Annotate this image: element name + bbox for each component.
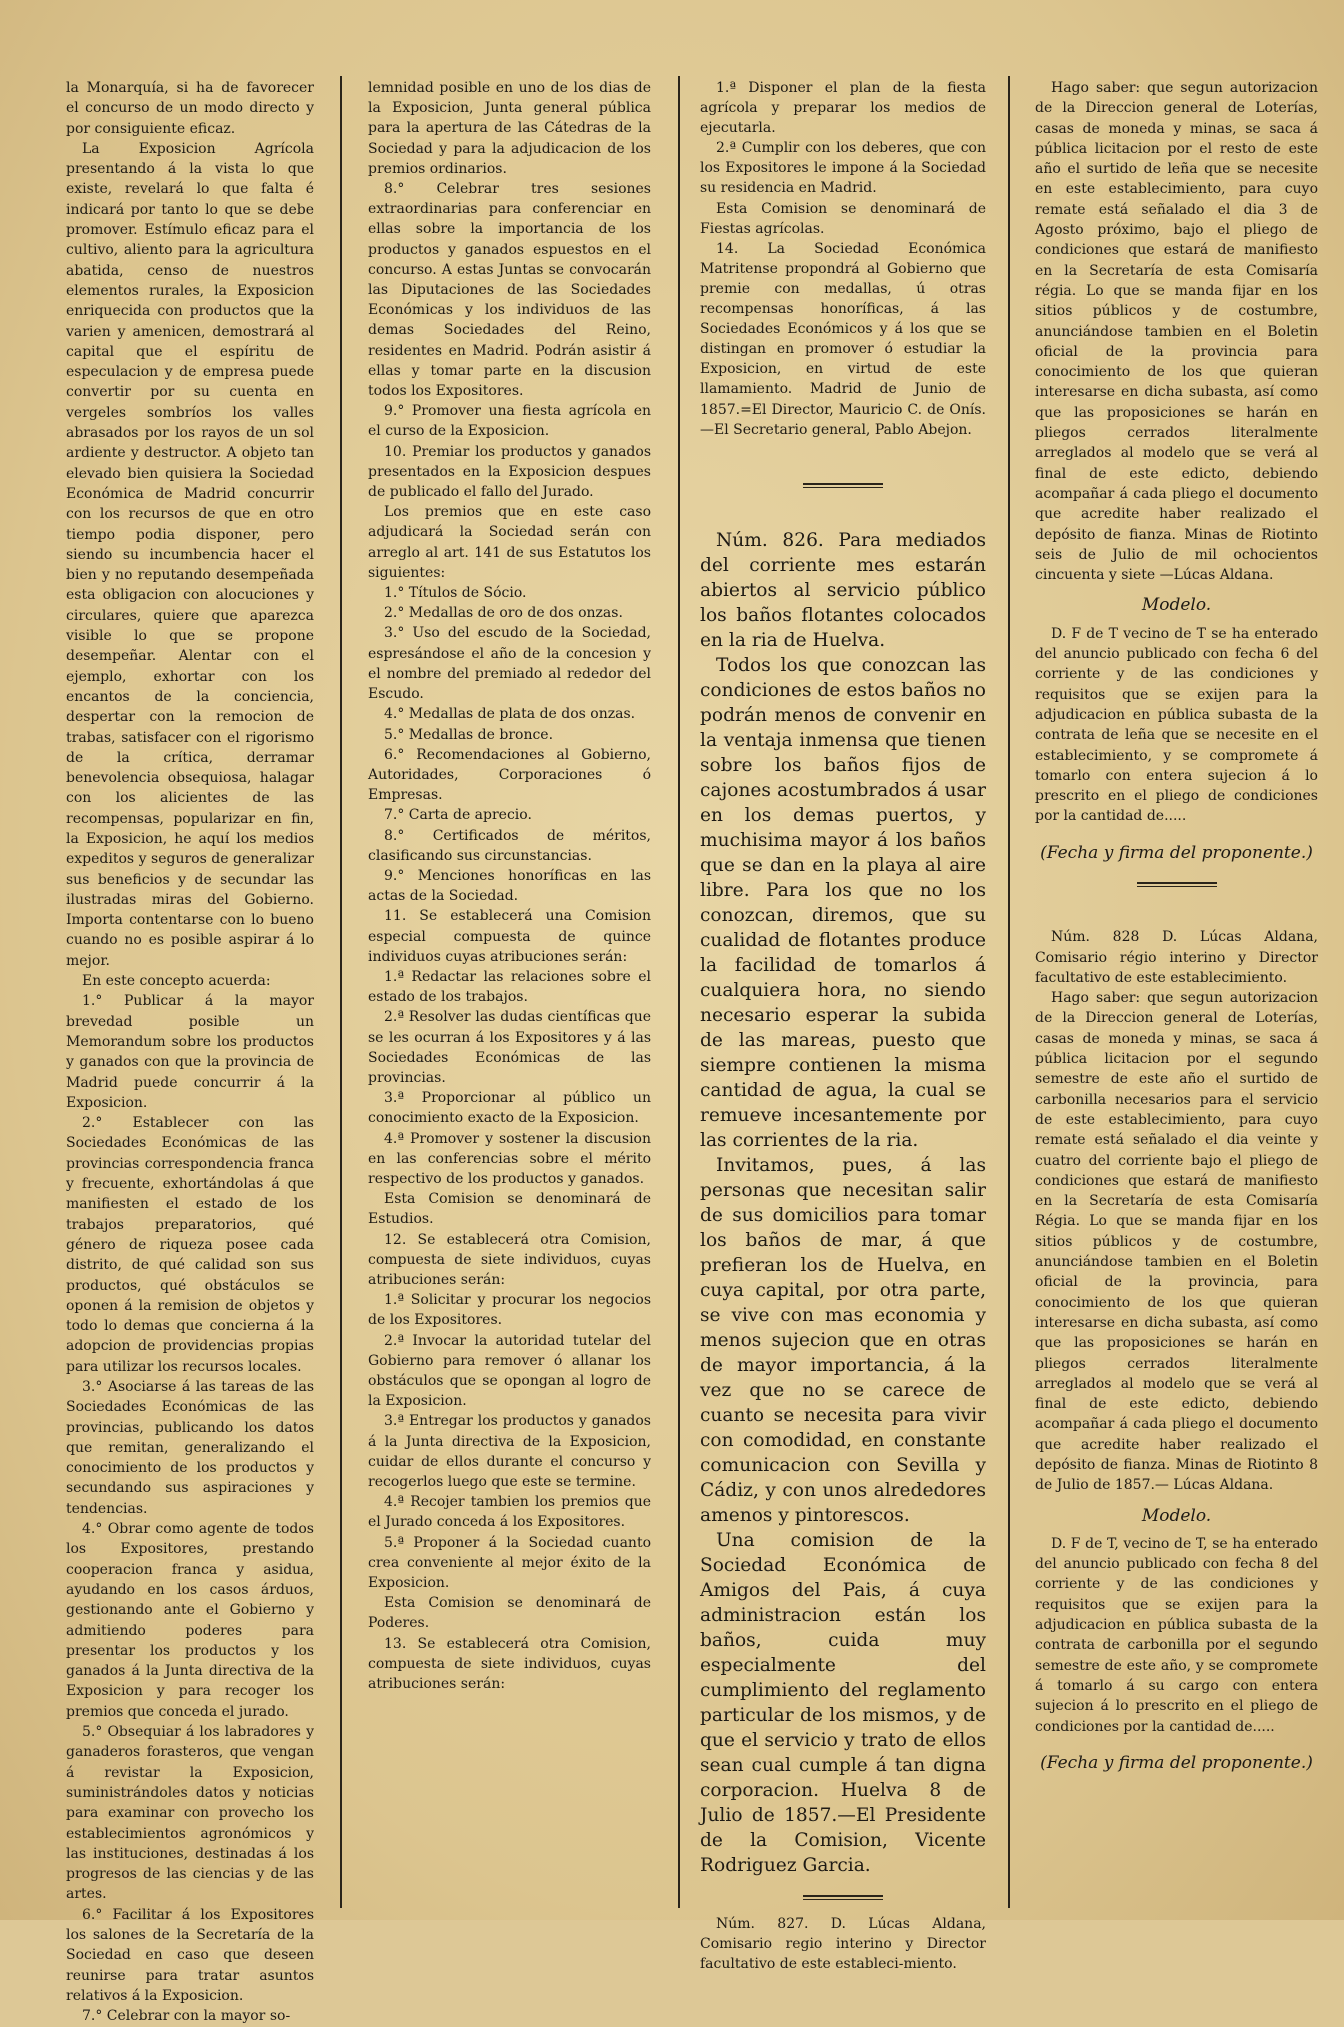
paragraph: 5.° Medallas de bronce. — [384, 726, 554, 743]
separator — [700, 474, 986, 494]
paragraph: 1.° Publicar á la mayor brevedad posible un Memorandum sobre los productos y ganados con que la provincia de Madrid puede concurrir á la Exposicion. — [66, 993, 314, 1111]
paragraph: 2.° Medallas de oro de dos onzas. — [384, 605, 623, 622]
column-rule — [1008, 76, 1010, 1908]
paragraph: 12. Se establecerá otra Comision, compuesta de siete individuos, cuyas atribuciones serán: — [368, 1231, 651, 1288]
paragraph: 2.° Establecer con las Sociedades Económicas de las provincias correspondencia franca y frecuente, exhortándolas á que manifiesten el estado de los trabajos preparatorios, qué género de riqueza posee cada distrito, de qué calidad son sus productos, qué obstáculos se oponen á la remision de objetos y todo lo demas que concierna á la adopcion de providencias propias para utilizar los recursos locales. — [66, 1115, 314, 1375]
paragraph: Hago saber: que segun autorizacion de la Direccion general de Loterías, casas de moneda y minas, se saca á pública licitacion por el segundo semestre de este año el surtido de carbonilla necesarios para el servicio de este establecimiento, para cuyo remate está señalado el dia veinte y cuatro del corriente bajo el pliego de condiciones que estará de manifiesto en la Secretaría de esta Comisaría Régia. Lo que se manda fijar en los sitios públicos y de costumbre, anunciándose tambien en el Boletin oficial de la provincia, para conocimiento de los que quieran interesarse en dicha subasta, así como que las proposiciones se harán en pliegos cerrados literalmente arreglados al modelo que se verá al final de este edicto, debiendo acompañar á cada pliego el documento que acredite haber realizado el depósito de fianza. Minas de Riotinto 8 de Julio de 1857.— Lúcas Aldana. — [1035, 990, 1318, 1494]
notice-828-heading: Núm. 828 D. Lúcas Aldana, Comisario régio interino y Director facultativo de este establecimiento. — [1035, 929, 1318, 986]
paragraph: 4.° Medallas de plata de dos onzas. — [384, 706, 636, 723]
column-2 — [368, 78, 651, 1906]
paragraph: 14. La Sociedad Económica Matritense propondrá al Gobierno que premie con medallas, ú otras recompensas honoríficas, á las Sociedades Económicos y á los que se distingan en promover ó estudiar la Exposicion, en virtud de este llamamiento. Madrid de Junio de 1857.=El Director, Mauricio C. de Onís.—El Secretario general, Pablo Abejon. — [700, 240, 986, 438]
paragraph: 13. Se establecerá otra Comision, compuesta de siete individuos, cuyas atribuciones serán: — [368, 1635, 651, 1693]
paragraph: Esta Comision se denominará de Poderes. — [368, 1595, 651, 1632]
separator — [1035, 873, 1318, 893]
paragraph: 3.ª Entregar los productos y ganados á la Junta directiva de la Exposicion, cuidar de ellos durante el concurso y recogerlos luego que este se termine. — [368, 1413, 651, 1491]
notice-827-heading: Núm. 827. D. Lúcas Aldana, Comisario regio interino y Director facultativo de este estableci-miento. — [700, 1915, 986, 1973]
modelo-heading: Modelo. — [1141, 1505, 1212, 1526]
paragraph: Los premios que en este caso adjudicará la Sociedad serán con arreglo al art. 141 de sus Estatutos los siguientes: — [368, 504, 651, 581]
paragraph: Esta Comision se denominará de Estudios. — [368, 1191, 651, 1228]
paragraph: 5.° Obsequiar á los labradores y ganaderos forasteros, que vengan á revistar la Exposicion, suministrándoles datos y noticias para examinar con provecho los establecimientos agronómicos y las instituciones, destinadas á los progresos de las ciencias y de las artes. — [66, 1724, 314, 1903]
paragraph: 9.° Menciones honoríficas en las actas de la Sociedad. — [368, 867, 651, 905]
column-4 — [1035, 78, 1318, 1906]
column-1 — [66, 78, 314, 2025]
paragraph: 5.ª Proponer á la Sociedad cuanto crea conveniente al mejor éxito de la Exposicion. — [368, 1534, 651, 1592]
spacer — [700, 502, 986, 528]
paragraph: 7.° Celebrar con la mayor so- — [82, 2008, 291, 2025]
column-rule — [340, 76, 342, 1908]
paragraph: Una comision de la Sociedad Económica de Amigos del Pais, á cuya administracion están los baños, cuida muy especialmente del cumplimiento del reglamento particular de los mismos, y de que el servicio y trato de ellos sean cual cumple á tan digna corporacion. Huelva 8 de Julio de 1857.—El Presidente de la Comision, Vicente Rodriguez Garcia. — [700, 1529, 986, 1876]
paragraph: 2.ª Invocar la autoridad tutelar del Gobierno para remover ó allanar los obstáculos que se opongan al logro de la Exposicion. — [368, 1332, 651, 1410]
paragraph: D. F de T vecino de T se ha enterado del anuncio publicado con fecha 6 del corriente y de las condiciones y requisitos que se exijen para la adjudicacion en pública subasta de la contrata de leña que se necesite en el establecimiento, y se compromete á tomarlo con entera sujecion á lo prescrito en el pliego de condiciones por la cantidad de..... — [1035, 625, 1318, 825]
paragraph: 10. Premiar los productos y ganados presentados en la Exposicion despues de publicado el fallo del Jurado. — [368, 443, 651, 501]
paragraph: 3.° Uso del escudo de la Sociedad, espresándose el año de la concesion y el nombre del premiado al rededor del Escudo. — [368, 625, 651, 703]
paragraph: 4.° Obrar como agente de todos los Expositores, prestando cooperacion franca y asidua, ayudando en los casos árduos, gestionando ante el Gobierno y admitiendo poderes para presentar los productos y los ganados á la Junta directiva de la Exposicion y para recoger los premios que conceda el jurado. — [66, 1521, 314, 1720]
paragraph: La Exposicion Agrícola presentando á la vista lo que existe, revelará lo que falta é indicará por tanto lo que se debe promover. Estímulo eficaz para el cultivo, aliento para la agricultura abatida, censo de nuestros elementos rurales, la Exposicion enriquecida con productos que la varien y amenicen, demostrará al capital que el espíritu de especulacion y de empresa puede convertir por su cuenta en vergeles sombríos los valles abrasados por los rayos de un sol ardiente y destructor. A objeto tan elevado bien quisiera la Sociedad Económica de Madrid concurrir con los recursos de que en otro tiempo podia disponer, pero siendo su incumbencia hacer el bien y no reputando desempeñada esta obligacion con alocuciones y circulares, quiere que aparezca visible lo que se propone desempeñar. Alentar con el ejemplo, exhortar con los encantos de la conciencia, despertar con la remocion de trabas, satisfacer con el rigorismo de la crítica, derramar benevolencia obsequiosa, halagar con los alicientes de las recompensas, popularizar en fin, la Exposicion, he aquí los medios expeditos y seguros de generalizar sus beneficios y de secundar las ilustradas miras del Gobierno. Importa contentarse con lo bueno cuando no es posible aspirar á lo mejor. — [66, 140, 314, 969]
paragraph: 8.° Celebrar tres sesiones extraordinarias para conferenciar en ellas sobre la importancia de los productos y ganados espuestos en el concurso. A estas Juntas se convocarán las Diputaciones de las Sociedades Económicas y los individuos de las demas Sociedades del Reino, residentes en Madrid. Podrán asistir á ellas y tomar parte en la discusion todos los Expositores. — [368, 181, 651, 400]
paragraph: 7.° Carta de aprecio. — [384, 807, 532, 824]
modelo-heading: Modelo. — [1141, 595, 1212, 616]
paragraph: 1.ª Redactar las relaciones sobre el estado de los trabajos. — [368, 968, 651, 1006]
paragraph: Hago saber: que segun autorizacion de la Direccion general de Loterías, casas de moneda y minas, se saca á pública licitacion por el resto de este año el surtido de leña que se necesite en este establecimiento, para cuyo remate está señalado el dia 3 de Agosto próximo, bajo el pliego de condiciones que estará de manifiesto en la Secretaría de esta Comisaría régia. Lo que se manda fijar en los sitios públicos y de costumbre, anunciándose tambien en el Boletin oficial de la provincia para conocimiento de los que quieran interesarse en dicha subasta, así como que las proposiciones se harán en pliegos cerrados literalmente arreglados al modelo que se verá al final de este edicto, debiendo acompañar á cada pliego el documento que acredite haber realizado el depósito de fianza. Minas de Riotinto seis de Julio de mil ochocientos cincuenta y siete —Lúcas Aldana. — [1035, 80, 1318, 584]
paragraph: 1.° Títulos de Sócio. — [384, 585, 527, 602]
separator — [700, 1886, 986, 1906]
signature-line: (Fecha y firma del proponente.) — [1040, 842, 1313, 863]
paragraph: En este concepto acuerda: — [82, 973, 271, 990]
paragraph: 6.° Facilitar á los Expositores los salones de la Secretaría de la Sociedad en caso que deseen reunirse para tratar asuntos relativos á la Exposicion. — [66, 1906, 314, 2004]
notice-826-heading: Núm. 826. Para mediados del corriente mes estarán abiertos al servicio público los baños flotantes colocados en la ria de Huelva. — [700, 529, 986, 651]
paragraph: 2.ª Cumplir con los deberes, que con los Expositores le impone á la Sociedad su residencia en Madrid. — [700, 140, 986, 197]
paragraph: 1.ª Disponer el plan de la fiesta agrícola y preparar los medios de ejecutarla. — [700, 80, 986, 137]
paragraph: lemnidad posible en uno de los dias de la Exposicion, Junta general pública para la apertura de las Cátedras de la Sociedad y para la adjudicacion de los premios ordinarios. — [368, 80, 651, 177]
signature-line: (Fecha y firma del proponente.) — [1040, 1752, 1313, 1773]
paragraph: 9.° Promover una fiesta agrícola en el curso de la Exposicion. — [368, 403, 651, 440]
spacer — [1035, 901, 1318, 927]
spacer — [700, 440, 986, 466]
paragraph: Esta Comision se denominará de Fiestas agrícolas. — [700, 200, 986, 237]
paragraph: 11. Se establecerá una Comision especial compuesta de quince individuos cuyas atribuciones serán: — [368, 908, 651, 965]
paragraph: 2.ª Resolver las dudas científicas que se les ocurran á los Expositores y á las Sociedades Económicas de las provincias. — [368, 1009, 651, 1086]
paragraph: 1.ª Solicitar y procurar los negocios de los Expositores. — [368, 1292, 651, 1329]
column-3 — [700, 78, 986, 1973]
paragraph: Invitamos, pues, á las personas que necesitan salir de sus domicilios para tomar los baños de mar, á que prefieran los de Huelva, en cuya capital, por otra parte, se vive con mas economia y menos sujecion que en otras de mayor importancia, á la vez que no se carece de cuanto se necesita para vivir con comodidad, en constante comunicacion con Sevilla y Cádiz, y con unos alrededores amenos y pintorescos. — [700, 1154, 986, 1526]
paragraph: la Monarquía, si ha de favorecer el concurso de un modo directo y por consiguiente eficaz. — [66, 80, 314, 137]
paragraph: 4.ª Promover y sostener la discusion en las conferencias sobre el mérito respectivo de los productos y ganados. — [368, 1130, 651, 1187]
paragraph: 6.° Recomendaciones al Gobierno, Autoridades, Corporaciones ó Empresas. — [368, 746, 651, 804]
paragraph: 3.ª Proporcionar al público un conocimiento exacto de la Exposicion. — [368, 1090, 651, 1127]
paragraph: Todos los que conozcan las condiciones de estos baños no podrán menos de convenir en la ventaja inmensa que tienen sobre los baños fijos de cajones acostumbrados á usar en los demas puertos, y muchisima mayor á los baños que se dan en la playa al aire libre. Para los que no los conozcan, diremos, que su cualidad de flotantes produce la facilidad de tomarlos á cualquiera hora, no siendo necesario esperar la subida de las mareas, puesto que siempre contienen la misma cantidad de agua, la cual se remueve incesantemente por las corrientes de la ria. — [700, 654, 986, 1151]
column-rule — [678, 76, 680, 1908]
paragraph: 4.ª Recojer tambien los premios que el Jurado conceda á los Expositores. — [368, 1494, 651, 1531]
paragraph: D. F de T, vecino de T, se ha enterado del anuncio publicado con fecha 8 del corriente y de las condiciones y requisitos que se exijen para la adjudicacion en pública subasta de la contrata de carbonilla por el segundo semestre de este año, y se compromete á tomarlo á su cargo con entera sujecion á lo prescrito en el pliego de condiciones por la cantidad de..... — [1035, 1535, 1318, 1735]
paragraph: 8.° Certificados de méritos, clasificando sus circunstancias. — [368, 827, 651, 864]
paragraph: 3.° Asociarse á las tareas de las Sociedades Económicas de las provincias, publicando los datos que remitan, generalizando el conocimiento de los productos y secundando sus aspiraciones y tendencias. — [66, 1379, 314, 1517]
